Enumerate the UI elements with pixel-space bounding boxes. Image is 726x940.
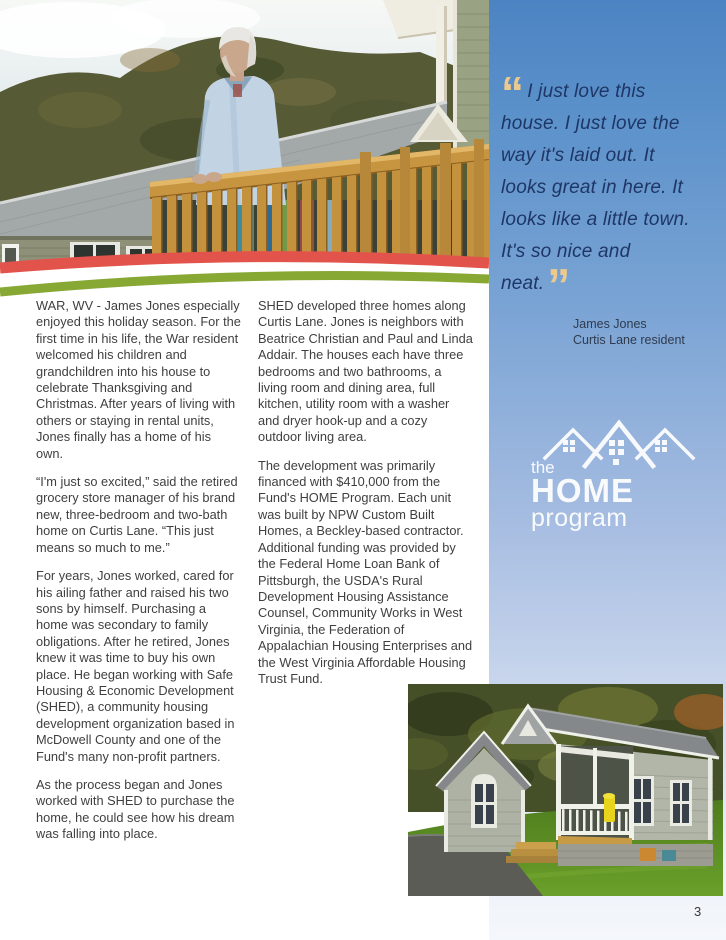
paragraph: WAR, WV - James Jones especially enjoyed this holiday season. For the first time in his life, the War resident welcomed his children and grandchildren into his house to celebrate Thanksgiving and Christmas. After years of living with others or staying in rental units, Jones finally has a home of his own.: [36, 298, 241, 461]
article-column-1: [36, 298, 241, 855]
pull-quote: [501, 67, 705, 311]
home-program-logo: [531, 414, 706, 530]
paragraph: The development was primarily financed with $410,000 from the Fund's HOME Program. Each unit was built by NPW Custom Built Homes, a Beckley-based contractor. Additional funding was provided by the Federal Home Loan Bank of Pittsburgh, the USDA's Rural Development Housing Assistance Counsel, Community Works in West Virginia, the Federation of Appalachian Housing Enterprises and the West Virginia Affordable Housing Trust Fund.: [258, 457, 473, 686]
article-column-2: [258, 298, 473, 699]
attribution-name: James Jones: [573, 317, 647, 331]
paragraph: “I'm just so excited,” said the retired grocery store manager of his brand new, three-bedroom and two-bath home on Curtis Lane. “This just means so much to me.”: [36, 474, 238, 555]
paragraph: As the process began and Jones worked with SHED to purchase the home, he could see how his dream was falling into place.: [36, 776, 235, 842]
paragraph: For years, Jones worked, cared for his ailing father and raised his two sons by himself. Purchasing a home was secondary to family obligations. After he retired, Jones knew it was time to buy his own place. He began working with Safe Housing & Economic Development (SHED), a community housing development organization based in McDowell County and one of the Fund's many non-profit partners.: [36, 568, 235, 764]
hero-photo: [0, 0, 489, 300]
quote-attribution: [573, 316, 685, 348]
logo-program: program: [531, 504, 628, 532]
hero-photo-illustration: [0, 0, 489, 300]
attribution-role: Curtis Lane resident: [573, 333, 685, 347]
logo-home: HOME: [531, 472, 634, 509]
logo-the: the: [531, 458, 555, 477]
pull-quote-text: I just love this house. I just love the way it's laid out. It looks great in here. It looks like a little town. It's so nice and neat.: [501, 81, 690, 294]
paragraph: SHED developed three homes along Curtis Lane. Jones is neighbors with Beatrice Christian and Paul and Linda Addair. The houses each have three bedrooms and two bathrooms, a living room and dining area, full kitchen, utility room with a washer and dryer hook-up and a cozy outdoor living area.: [258, 298, 473, 445]
house-photo-illustration: [408, 684, 723, 896]
page-number: 3: [694, 904, 702, 919]
house-photo: [408, 684, 723, 896]
close-quote-icon: ”: [547, 259, 571, 311]
open-quote-icon: “: [501, 67, 525, 119]
